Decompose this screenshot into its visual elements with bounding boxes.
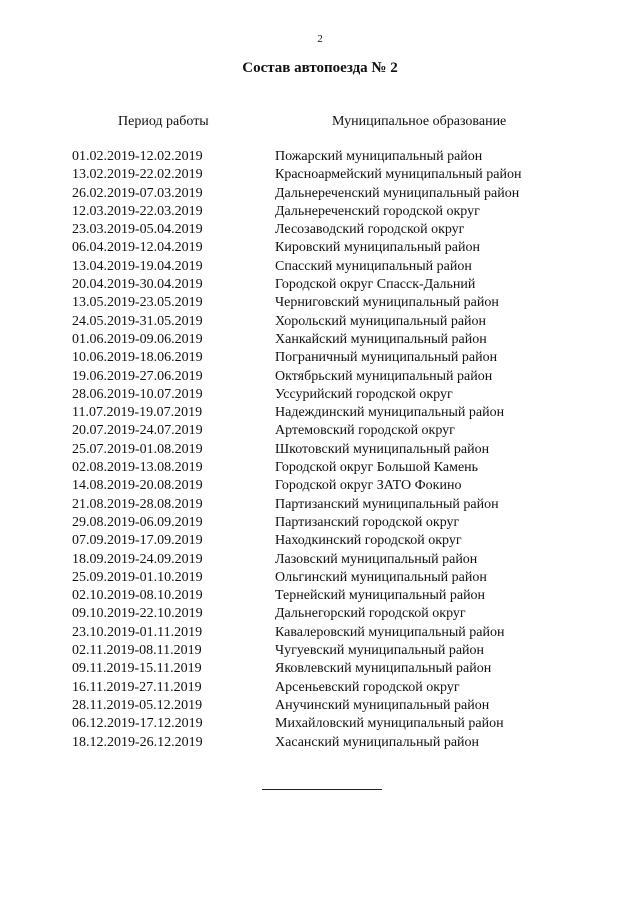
municipality-cell: Пожарский муниципальный район <box>275 149 483 164</box>
municipality-cell: Ханкайский муниципальный район <box>275 331 487 347</box>
period-cell: 24.05.2019-31.05.2019 <box>72 313 203 329</box>
municipality-cell: Кировский муниципальный район <box>275 240 480 256</box>
table-row <box>0 697 640 715</box>
period-cell: 26.02.2019-07.03.2019 <box>72 185 203 201</box>
schedule-table <box>0 148 640 752</box>
period-cell: 13.02.2019-22.02.2019 <box>72 167 203 183</box>
table-row <box>0 569 640 587</box>
period-cell: 19.06.2019-27.06.2019 <box>72 368 203 384</box>
period-cell: 06.04.2019-12.04.2019 <box>72 240 203 256</box>
table-row <box>0 477 640 495</box>
municipality-cell: Уссурийский городской округ <box>275 386 453 402</box>
period-cell: 14.08.2019-20.08.2019 <box>72 478 203 494</box>
end-rule <box>262 789 382 790</box>
period-cell: 23.10.2019-01.11.2019 <box>72 624 203 640</box>
municipality-cell: Лазовский муниципальный район <box>275 551 478 567</box>
table-row <box>0 551 640 569</box>
municipality-cell: Партизанский городской округ <box>275 514 460 530</box>
period-cell: 12.03.2019-22.03.2019 <box>72 203 203 219</box>
municipality-cell: Спасский муниципальный район <box>275 258 472 274</box>
period-cell: 28.11.2019-05.12.2019 <box>72 697 203 713</box>
period-cell: 25.07.2019-01.08.2019 <box>72 441 203 457</box>
period-cell: 18.09.2019-24.09.2019 <box>72 551 203 567</box>
municipality-cell: Городской округ Спасск-Дальний <box>275 277 476 293</box>
period-cell: 02.08.2019-13.08.2019 <box>72 460 203 476</box>
municipality-cell: Черниговский муниципальный район <box>275 295 499 311</box>
municipality-cell: Надеждинский муниципальный район <box>275 405 505 421</box>
period-cell: 07.09.2019-17.09.2019 <box>72 533 203 549</box>
period-cell: 23.03.2019-05.04.2019 <box>72 222 203 238</box>
municipality-cell: Чугуевский муниципальный район <box>275 643 485 659</box>
municipality-cell: Городской округ ЗАТО Фокино <box>275 478 462 494</box>
period-cell: 09.10.2019-22.10.2019 <box>72 606 203 622</box>
table-row <box>0 514 640 532</box>
table-row <box>0 258 640 276</box>
table-row <box>0 441 640 459</box>
table-row <box>0 313 640 331</box>
period-cell: 10.06.2019-18.06.2019 <box>72 350 203 366</box>
table-row <box>0 166 640 184</box>
period-cell: 16.11.2019-27.11.2019 <box>72 679 202 695</box>
municipality-cell: Яковлевский муниципальный район <box>275 661 492 677</box>
table-row <box>0 422 640 440</box>
period-cell: 06.12.2019-17.12.2019 <box>72 716 203 732</box>
municipality-cell: Лесозаводский городской округ <box>275 222 465 238</box>
period-cell: 13.05.2019-23.05.2019 <box>72 295 203 311</box>
municipality-cell: Артемовский городской округ <box>275 423 455 439</box>
municipality-cell: Находкинский городской округ <box>275 533 462 549</box>
period-cell: 20.07.2019-24.07.2019 <box>72 423 203 439</box>
period-cell: 02.11.2019-08.11.2019 <box>72 643 202 659</box>
table-row <box>0 532 640 550</box>
table-row <box>0 331 640 349</box>
municipality-cell: Дальнегорский городской округ <box>275 606 466 622</box>
page-number: 2 <box>317 33 323 45</box>
municipality-cell: Михайловский муниципальный район <box>275 716 504 732</box>
period-cell: 01.02.2019-12.02.2019 <box>72 149 203 164</box>
period-cell: 29.08.2019-06.09.2019 <box>72 514 203 530</box>
table-row <box>0 203 640 221</box>
municipality-cell: Хасанский муниципальный район <box>275 734 480 750</box>
document-title: Состав автопоезда № 2 <box>242 60 398 76</box>
period-cell: 18.12.2019-26.12.2019 <box>72 734 203 750</box>
table-row <box>0 679 640 697</box>
table-row <box>0 294 640 312</box>
period-cell: 11.07.2019-19.07.2019 <box>72 405 203 421</box>
municipality-cell: Городской округ Большой Камень <box>275 460 479 476</box>
table-row <box>0 587 640 605</box>
municipality-cell: Октябрьский муниципальный район <box>275 368 493 384</box>
table-row <box>0 239 640 257</box>
municipality-cell: Хорольский муниципальный район <box>275 313 487 329</box>
table-row <box>0 368 640 386</box>
table-row <box>0 605 640 623</box>
table-row <box>0 642 640 660</box>
table-row <box>0 734 640 752</box>
period-column-header: Период работы <box>118 114 209 129</box>
municipality-cell: Ольгинский муниципальный район <box>275 569 487 585</box>
municipality-cell: Дальнереченский городской округ <box>275 203 480 219</box>
period-cell: 09.11.2019-15.11.2019 <box>72 661 202 677</box>
municipality-cell: Пограничный муниципальный район <box>275 350 498 366</box>
table-row <box>0 624 640 642</box>
table-row <box>0 349 640 367</box>
municipality-cell: Арсеньевский городской округ <box>275 679 460 695</box>
table-row <box>0 459 640 477</box>
period-cell: 13.04.2019-19.04.2019 <box>72 258 203 274</box>
table-row <box>0 496 640 514</box>
municipality-cell: Шкотовский муниципальный район <box>275 441 490 457</box>
period-cell: 01.06.2019-09.06.2019 <box>72 331 203 347</box>
table-row <box>0 185 640 203</box>
period-cell: 28.06.2019-10.07.2019 <box>72 386 203 402</box>
table-row <box>0 276 640 294</box>
municipality-cell: Тернейский муниципальный район <box>275 588 486 604</box>
table-row <box>0 404 640 422</box>
period-cell: 20.04.2019-30.04.2019 <box>72 277 203 293</box>
table-row <box>0 715 640 733</box>
period-cell: 21.08.2019-28.08.2019 <box>72 496 203 512</box>
municipality-column-header: Муниципальное образование <box>332 114 507 129</box>
municipality-cell: Кавалеровский муниципальный район <box>275 624 505 640</box>
period-cell: 02.10.2019-08.10.2019 <box>72 588 203 604</box>
table-row <box>0 148 640 166</box>
municipality-cell: Анучинский муниципальный район <box>275 697 490 713</box>
municipality-cell: Красноармейский муниципальный район <box>275 167 522 183</box>
period-cell: 25.09.2019-01.10.2019 <box>72 569 203 585</box>
table-row <box>0 221 640 239</box>
table-row <box>0 386 640 404</box>
table-row <box>0 660 640 678</box>
municipality-cell: Партизанский муниципальный район <box>275 496 499 512</box>
municipality-cell: Дальнереченский муниципальный район <box>275 185 520 201</box>
